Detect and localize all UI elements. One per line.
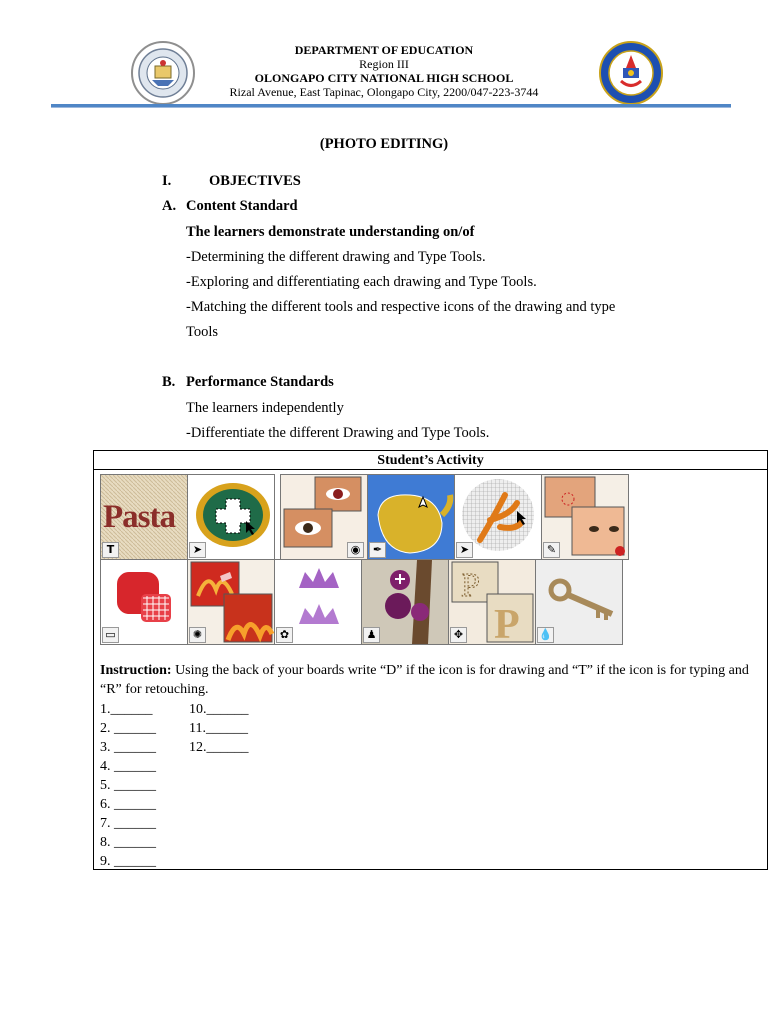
school-logo [130,40,194,104]
pen-icon: ✒ [369,542,386,558]
stamp-icon: ♟ [363,627,380,643]
type-tool-icon: T [102,542,119,558]
clone-stamp-image [361,559,449,645]
burn-icon: ✺ [189,627,206,643]
header-address: Rizal Avenue, East Tapinac, Olongapo City, 2200/047-223-3744 [229,85,539,99]
pasta-word: Pasta [103,499,175,535]
type-tool-image [100,474,188,560]
instruction [100,661,760,699]
answer-line[interactable]: 2. ______ [100,721,156,736]
answer-line[interactable]: 1.______ [100,702,153,717]
move-tool-image [187,474,275,560]
direct-select-icon: ➤ [456,542,473,558]
type-mask-image [448,559,536,645]
activity-heading: Student’s Activity [94,451,767,470]
custom-shape-image [274,559,362,645]
header-region: Region III [359,57,409,71]
performance-standards-intro: The learners independently [186,400,344,416]
content-standard-item: -Determining the different drawing and Type Tools. [186,249,486,265]
content-standard-item: -Matching the different tools and respective icons of the drawing and type [186,299,616,315]
content-standard-item: -Exploring and differentiating each drawing and Type Tools. [186,274,537,290]
shape-tool-image [100,559,188,645]
answer-line[interactable]: 3. ______ [100,740,156,755]
answer-line[interactable]: 6. ______ [100,797,156,812]
content-standard-item: Tools [186,324,219,340]
burn-tool-image [187,559,275,645]
answer-line[interactable]: 4. ______ [100,759,156,774]
performance-standards-item: -Differentiate the different Drawing and Type Tools. [186,425,490,441]
student-activity-box [93,450,768,870]
header-school: OLONGAPO CITY NATIONAL HIGH SCHOOL [254,71,514,85]
answer-line[interactable]: 10.______ [189,702,249,717]
page-title: (PHOTO EDITING) [319,136,449,152]
bandage-icon: ✎ [543,542,560,558]
content-standard-heading: Content Standard [186,198,298,214]
rectangle-icon: ▭ [102,627,119,643]
healing-brush-image [541,474,629,560]
performance-standards-heading: Performance Standards [186,374,334,390]
instruction-label: Instruction: [100,663,172,678]
answer-line[interactable]: 8. ______ [100,835,156,850]
drop-icon: 💧 [538,628,553,641]
svg-text:P: P [461,567,480,604]
svg-text:P: P [494,602,520,644]
answer-line[interactable]: 7. ______ [100,816,156,831]
answer-line[interactable]: 12.______ [189,740,249,755]
header-department: DEPARTMENT OF EDUCATION [294,43,474,57]
pen-tool-image [367,474,455,560]
section-number: I. [162,173,172,189]
header-rule [51,104,731,107]
content-standard-intro: The learners demonstrate understanding on/of [186,224,475,240]
instruction-text: Using the back of your boards write “D” if the icon is for drawing and “T” if the icon is for typing and “R” for retouching. [100,663,749,697]
custom-shape-icon: ✿ [276,627,293,643]
answer-line[interactable]: 5. ______ [100,778,156,793]
deped-logo [598,40,662,104]
red-eye-icon: ◉ [347,542,364,558]
answer-line[interactable]: 9. ______ [100,854,156,869]
section-heading: OBJECTIVES [209,173,301,189]
path-selection-image [454,474,542,560]
type-mask-icon: ✥ [450,627,467,643]
blur-tool-image [535,559,623,645]
performance-standards-letter: B. [162,374,176,390]
arrow-icon: ➤ [189,542,206,558]
red-eye-tool-image [280,474,368,560]
content-standard-letter: A. [162,198,177,214]
answer-line[interactable]: 11.______ [189,721,248,736]
